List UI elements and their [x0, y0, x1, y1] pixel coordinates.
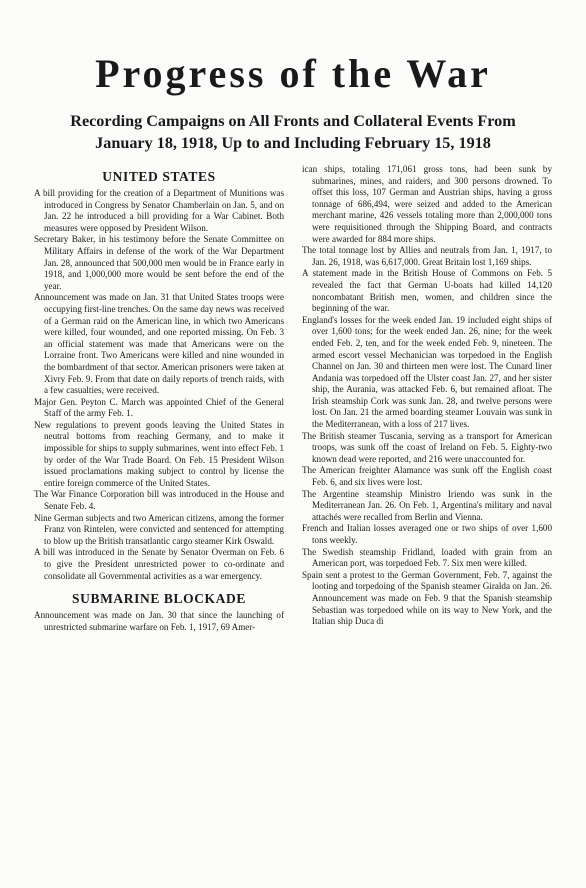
- paragraph-continued: ican ships, totaling 171,061 gross tons, had been sunk by submarines, mines, and raiders, and 300 persons drowned. To offset this loss, 107 German and Austrian ships, having a gross tonnage of 686,494, were seized and added to the American merchant marine, 426 vessels totaling more than 2,000,000 tons were requisitioned through the Shipping Board, and contracts were awarded for 884 more ships.: [302, 164, 552, 244]
- paragraph: Announcement was made on Jan. 30 that since the launching of unrestricted submarine warfare on Feb. 1, 1917, 69 Amer-: [34, 610, 284, 632]
- subtitle-line-1: Recording Campaigns on All Fronts and Collateral Events From: [70, 112, 516, 130]
- paragraph: A bill providing for the creation of a Department of Munitions was introduced in Congress by Senator Chamberlain on Jan. 5, and on Jan. 22 he introduced a bill providing for a War Cabinet. Both measures were opposed by President Wilson.: [34, 188, 284, 233]
- paragraph: A statement made in the British House of Commons on Feb. 5 revealed the fact that German U-boats had killed 14,120 noncombatant British men, women, and children since the beginning of the war.: [302, 268, 552, 314]
- left-column: [34, 164, 284, 633]
- paragraph: French and Italian losses averaged one or two ships of over 1,600 tons weekly.: [302, 523, 552, 545]
- paragraph: The War Finance Corporation bill was introduced in the House and Senate Feb. 4.: [34, 489, 284, 512]
- right-column: [302, 164, 552, 633]
- subtitle-line-2: January 18, 1918, Up to and Including February 15, 1918: [95, 134, 491, 152]
- section-heading-united-states: UNITED STATES: [102, 169, 216, 184]
- paragraph: Announcement was made on Jan. 31 that United States troops were occupying first-line trenches. On the same day news was received of a German raid on the American line, in which two Americans were killed, four wounded, and one reported missing. On Feb. 3 an official statement was made that Americans were on the Lorraine front. Two Americans were killed and nine wounded in the bombardment of that sector. American prisoners were taken at Xivry Feb. 9. From that date on daily reports of trench raids, with a few casualties, were received.: [34, 292, 284, 396]
- page-subtitle: [24, 110, 562, 154]
- paragraph: The British steamer Tuscania, serving as a transport for American troops, was sunk off the coast of Ireland on Feb. 5. Eighty-two known dead were reported, and 216 were unaccounted for.: [302, 430, 552, 464]
- paragraph: Secretary Baker, in his testimony before the Senate Committee on Military Affairs in defense of the work of the War Department Jan. 28, announced that 500,000 men would be in France early in 1918, and 1,000,000 more would be sent before the end of the year.: [34, 234, 284, 291]
- paragraph: The Argentine steamship Ministro Iriendo was sunk in the Mediterranean Jan. 26. On Feb. 1, Argentina's military and naval attachés were recalled from Berlin and Vienna.: [302, 488, 552, 522]
- paragraph: Major Gen. Peyton C. March was appointed Chief of the General Staff of the army Feb. 1.: [34, 396, 284, 419]
- paragraph: New regulations to prevent goods leaving the United States in neutral bottoms from reaching Germany, and to make it impossible for ships to supply submarines, went into effect Feb. 1 by order of the War Trade Board. On Feb. 15 President Wilson issued proclamations making subject to control by license the entire foreign commerce of the United States.: [34, 419, 284, 488]
- paragraph: A bill was introduced in the Senate by Senator Overman on Feb. 6 to give the President unrestricted power to co-ordinate and consolidate all Governmental activities as a war emergency.: [34, 547, 284, 581]
- paragraph: The Swedish steamship Fridland, loaded with grain from an American port, was torpedoed Feb. 7. Six men were killed.: [302, 546, 552, 569]
- paragraph: Spain sent a protest to the German Government, Feb. 7, against the looting and torpedoing of the Spanish steamer Giralda on Jan. 26. Announcement was made on Feb. 9 that the Spanish steamship Sebastian was torpedoed while on its way to New York, and the Italian ship Duca di: [302, 569, 552, 627]
- paragraph: The total tonnage lost by Allies and neutrals from Jan. 1, 1917, to Jan. 26, 1918, was 6,617,000. Great Britain lost 1,169 ships.: [302, 245, 552, 267]
- page-title: Progress of the War: [95, 51, 491, 96]
- paragraph: Nine German subjects and two American citizens, among the former Franz von Rintelen, were convicted and sentenced for attempting to blow up the British transatlantic cargo steamer Kirk Oswald.: [34, 512, 284, 546]
- section-heading-submarine-blockade: SUBMARINE BLOCKADE: [72, 591, 246, 607]
- paragraph: England's losses for the week ended Jan. 19 included eight ships of over 1,600 tons; for the week ended Jan. 26, nine; for the week ended Feb. 2, ten, and for the week ended Feb. 9, nineteen. The armed escort vessel Mechanician was torpedoed in the English Channel on Jan. 30 and thirteen men were lost. The Cunard liner Andania was torpedoed off the Ulster coast Jan. 27, and her sister ship, the Aurania, was attacked Feb. 6, but remained afloat. The Irish steamship Cork was sunk Jan. 28, and twelve persons were lost. On Jan. 21 the armed boarding steamer Louvain was sunk in the Mediterranean, with a loss of 217 lives.: [302, 314, 552, 430]
- paragraph: The American freighter Alamance was sunk off the English coast Feb. 6, and six lives were lost.: [302, 465, 552, 488]
- article-columns: [34, 164, 552, 633]
